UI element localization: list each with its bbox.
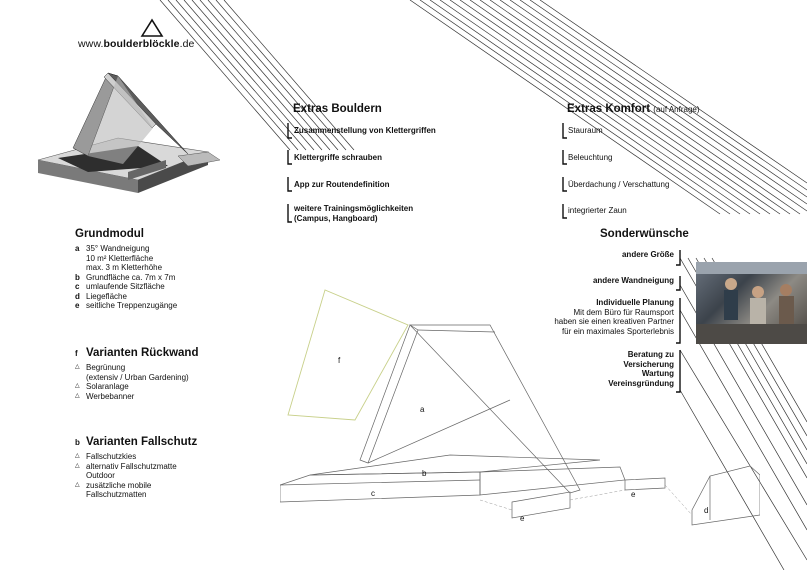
- extras-bouldern-item: Klettergriffe schrauben: [294, 153, 383, 162]
- list-item: [75, 282, 177, 292]
- list-item: [75, 462, 177, 472]
- item-text: Vereinsgründung: [608, 378, 674, 388]
- list-item: [75, 273, 177, 283]
- extras-komfort-item: integrierter Zaun: [568, 206, 627, 215]
- list-item: [75, 392, 189, 402]
- item-text: Outdoor: [86, 471, 115, 480]
- item-text: Fallschutzmatten: [86, 490, 147, 499]
- rueckwand-title: [75, 347, 198, 359]
- item-text: Werbebanner: [86, 391, 135, 401]
- item-text: Mit dem Büro für Raumsport: [573, 307, 674, 317]
- fallschutz-list: [75, 452, 177, 500]
- extras-komfort-item: Überdachung / Verschattung: [568, 180, 670, 189]
- extras-bouldern-item: App zur Routendefinition: [294, 180, 390, 189]
- fallschutz-title: [75, 436, 197, 448]
- list-item: [75, 301, 177, 311]
- climbing-gym-photo: [696, 262, 807, 344]
- extras-bouldern-item: Zusammenstellung von Klettergriffen: [294, 126, 436, 135]
- diagram-label-e: e: [631, 490, 636, 499]
- rueckwand-list: [75, 363, 189, 401]
- item-text: (extensiv / Urban Gardening): [86, 372, 189, 382]
- list-item: [75, 382, 189, 392]
- grundmodul-list: [75, 244, 177, 311]
- extras-komfort-title: [567, 103, 700, 115]
- diagram-label-d: d: [704, 506, 709, 515]
- item-text: umlaufende Sitzfläche: [86, 282, 165, 291]
- item-text: Individuelle Planung: [596, 298, 674, 307]
- extras-bouldern-item: (Campus, Hangboard): [294, 214, 378, 223]
- logo-prefix: www.: [78, 38, 104, 50]
- list-item: [75, 363, 189, 373]
- logo-suffix: .de: [179, 38, 195, 50]
- triangle-bullet-icon: △: [75, 392, 80, 399]
- product-render-image: [28, 68, 228, 198]
- item-text: Grundfläche ca. 7m x 7m: [86, 272, 176, 282]
- extras-komfort-item: Beleuchtung: [568, 153, 613, 162]
- diagram-label-e: e: [520, 514, 525, 523]
- sonderwunsch-item: [554, 298, 674, 336]
- item-text: für ein maximales Sporterlebnis: [561, 326, 674, 336]
- sonderwunsch-item: andere Wandneigung: [592, 276, 674, 285]
- item-key: b: [75, 272, 80, 282]
- extras-bouldern-title: Extras Bouldern: [293, 103, 382, 115]
- item-text: alternativ Fallschutzmatte: [86, 461, 177, 471]
- technical-drawing: [280, 280, 760, 530]
- item-text: Begrünung: [86, 363, 126, 372]
- list-item: [75, 452, 177, 462]
- item-text: Liegefläche: [86, 291, 127, 301]
- item-key: d: [75, 291, 80, 301]
- item-text: seitliche Treppenzugänge: [86, 301, 178, 310]
- item-text: 35° Wandneigung: [86, 244, 150, 253]
- sonderwuensche-title: Sonderwünsche: [600, 228, 689, 240]
- diagram-label-f: f: [338, 356, 341, 365]
- sonderwunsch-item: andere Größe: [621, 250, 674, 259]
- triangle-bullet-icon: △: [75, 462, 80, 469]
- item-text: Solaranlage: [86, 382, 129, 391]
- fallschutz-title-text: Varianten Fallschutz: [86, 436, 198, 448]
- extras-komfort-note: (auf Anfrage): [653, 105, 700, 114]
- logo-brand: boulderblöckle: [103, 38, 180, 50]
- extras-komfort-title-text: Extras Komfort: [567, 103, 651, 115]
- item-key: e: [75, 301, 80, 310]
- list-item: [75, 244, 177, 254]
- item-key: c: [75, 282, 80, 291]
- item-text: Wartung: [641, 369, 674, 378]
- rueckwand-key: f: [75, 349, 78, 358]
- grundmodul-title: Grundmodul: [75, 228, 144, 240]
- list-item: [75, 292, 177, 302]
- item-text: haben sie einen kreativen Partner: [554, 317, 674, 326]
- triangle-bullet-icon: △: [75, 383, 80, 389]
- item-text: zusätzliche mobile: [86, 480, 152, 490]
- brand-logo: [78, 38, 195, 50]
- item-text: Versicherung: [623, 359, 674, 369]
- extras-bouldern-item: weitere Trainingsmöglichkeiten: [294, 204, 414, 213]
- rueckwand-title-text: Varianten Rückwand: [86, 347, 199, 359]
- triangle-bullet-icon: △: [75, 453, 80, 459]
- triangle-bullet-icon: △: [75, 481, 80, 488]
- item-text: Fallschutzkies: [86, 452, 137, 461]
- triangle-bullet-icon: △: [75, 364, 80, 370]
- item-text: Beratung zu: [627, 350, 674, 359]
- photo-placeholder: [696, 262, 807, 344]
- list-item: [75, 481, 177, 491]
- diagram-label-c: c: [371, 489, 375, 498]
- diagram-label-b: b: [422, 469, 427, 478]
- item-text: 10 m² Kletterfläche: [86, 253, 154, 263]
- extras-komfort-item: Stauraum: [568, 126, 603, 135]
- item-text: max. 3 m Kletterhöhe: [86, 263, 163, 272]
- sonderwunsch-item: [608, 350, 674, 388]
- item-key: a: [75, 244, 80, 253]
- fallschutz-key: b: [75, 438, 80, 447]
- diagram-label-a: a: [420, 405, 425, 414]
